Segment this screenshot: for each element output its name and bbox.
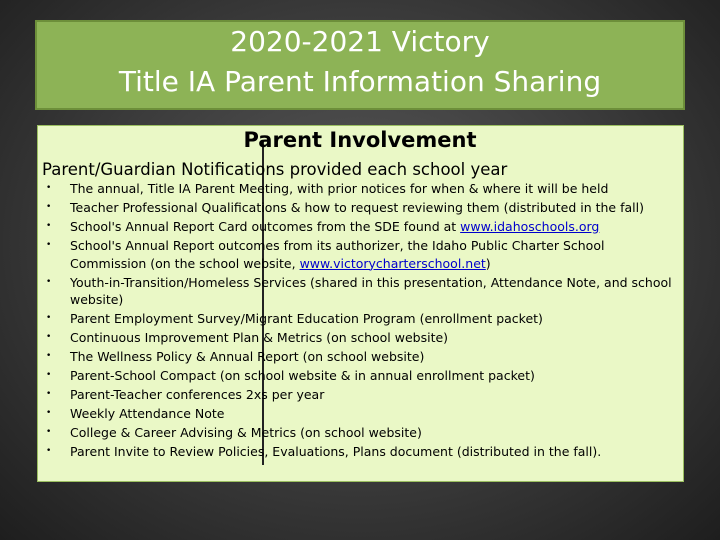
bullet-icon: • [46, 408, 52, 418]
list-item [42, 367, 672, 385]
notification-list [42, 180, 672, 462]
list-item [42, 329, 672, 347]
list-item-text: College & Career Advising & Metrics (on school website) [70, 425, 422, 440]
list-item-text: School's Annual Report Card outcomes from the SDE found at [70, 219, 461, 234]
bullet-icon: • [46, 427, 52, 437]
list-item-text: School's Annual Report outcomes from its authorizer, the Idaho Public Charter School Commission (on the school website, [70, 238, 605, 271]
slide-title-line-2: Title IA Parent Information Sharing [118, 65, 602, 98]
bullet-icon: • [46, 221, 52, 231]
intro-text: Parent/Guardian Notifications provided each school year [42, 160, 508, 179]
list-item-text-end: ) [485, 255, 491, 271]
list-item [42, 424, 672, 442]
list-item [42, 218, 672, 236]
slide-title-line-1: 2020-2021 Victory [230, 25, 490, 58]
list-item-text: Parent-Teacher conferences 2xs per year [70, 387, 325, 402]
list-item-text: The annual, Title IA Parent Meeting, with prior notices for when & where it will be held [70, 181, 609, 196]
list-item-text: The Wellness Policy & Annual Report (on school website) [70, 349, 425, 364]
bullet-icon: • [46, 202, 52, 212]
bullet-icon: • [46, 183, 52, 193]
bullet-icon: • [46, 370, 52, 380]
list-item-text: Continuous Improvement Plan & Metrics (on school website) [70, 330, 449, 345]
list-item [42, 405, 672, 423]
bullet-icon: • [46, 389, 52, 399]
list-item [42, 443, 672, 461]
bullet-icon: • [46, 332, 52, 342]
list-item [42, 348, 672, 366]
list-item-text: Weekly Attendance Note [70, 406, 225, 421]
list-item-text: Parent-School Compact (on school website & in annual enrollment packet) [70, 368, 535, 383]
bullet-icon: • [46, 351, 52, 361]
list-item [42, 274, 672, 309]
list-item [42, 310, 672, 328]
list-item-text: Parent Employment Survey/Migrant Education Program (enrollment packet) [70, 311, 543, 326]
bullet-icon: • [46, 446, 52, 456]
title-banner [35, 20, 685, 110]
list-item [42, 199, 672, 217]
list-item-text: Teacher Professional Qualifications & how to request reviewing them (distributed in the fall) [70, 200, 644, 215]
bullet-icon: • [46, 313, 52, 323]
victorycharterschool-link[interactable]: www.victorycharterschool.net [299, 255, 486, 271]
list-item [42, 237, 672, 272]
list-item-text: Parent Invite to Review Policies, Evaluations, Plans document (distributed in the fall). [70, 444, 602, 459]
list-item-text: Youth-in-Transition/Homeless Services (shared in this presentation, Attendance Note, and school website) [70, 274, 672, 307]
idahoschools-link[interactable]: www.idahoschools.org [460, 219, 600, 234]
bullet-icon: • [46, 240, 52, 250]
list-item [42, 180, 672, 198]
bullet-icon: • [46, 276, 52, 287]
list-item [42, 386, 672, 404]
section-heading: Parent Involvement [243, 128, 477, 152]
